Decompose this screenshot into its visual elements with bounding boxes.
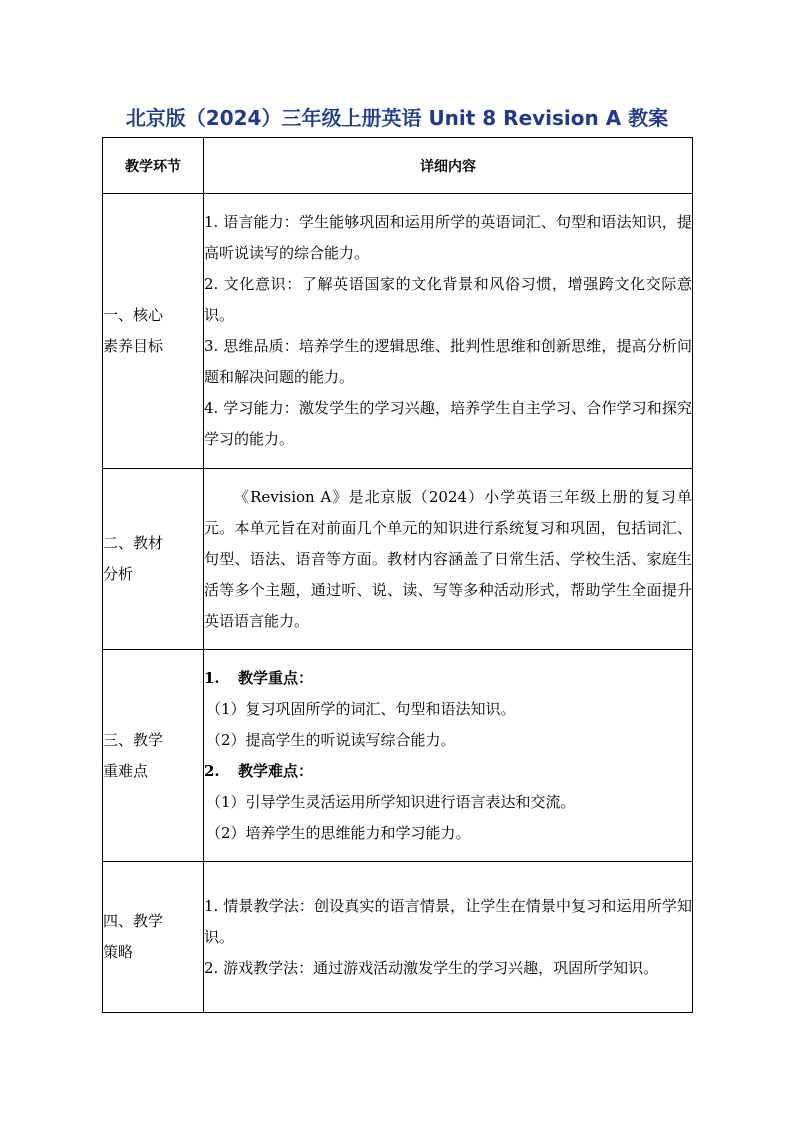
section-content-key-difficult-points [204,650,693,862]
section-label-key-difficult-points [103,650,204,862]
section-label-line: 策略 [103,943,134,961]
table-row-teaching-strategies [103,862,693,1013]
goal-cultural-awareness: 2. 文化意识：了解英语国家的文化背景和风俗习惯，增强跨文化交际意识。 [204,275,692,324]
header-detail-content: 详细内容 [204,138,693,194]
table-row-textbook-analysis [103,469,693,650]
section-label-teaching-strategies [103,862,204,1013]
section-content-textbook-analysis [204,469,693,650]
section-content-teaching-strategies [204,862,693,1013]
list-item: （1）引导学生灵活运用所学知识进行语言表达和交流。 [206,792,576,811]
textbook-analysis-paragraph: 《Revision A》是北京版（2024）小学英语三年级上册的复习单元。本单元旨在对前面几个单元的知识进行系统复习和巩固，包括词汇、句型、语法、语音等方面。教材内容涵盖了日常生活、学校生活、家庭生活等多个主题，通过听、说、读、写等多种活动形式，帮助学生全面提升英语语言能力。 [204,487,692,630]
section-content-core-literacy [204,194,693,469]
goal-thinking-quality: 3. 思维品质：培养学生的逻辑思维、批判性思维和创新思维，提高分析问题和解决问题的能力。 [204,337,692,386]
goal-language-ability: 1. 语言能力：学生能够巩固和运用所学的英语词汇、句型和语法知识，提高听说读写的综合能力。 [204,213,692,262]
section-label-line: 四、教学 [103,912,164,930]
table-row-core-literacy [103,194,693,469]
list-item: （2）提高学生的听说读写综合能力。 [206,730,456,749]
list-item: （2）培养学生的思维能力和学习能力。 [206,823,471,842]
lesson-plan-table [102,137,693,1013]
difficult-points-heading [204,756,692,787]
list-item: （1）复习巩固所学的词汇、句型和语法知识。 [206,699,516,718]
document-title: 北京版（2024）三年级上册英语 Unit 8 Revision A 教案 [125,106,669,130]
strategy-game-teaching: 2. 游戏教学法：通过游戏活动激发学生的学习兴趣，巩固所学知识。 [204,958,659,977]
key-points-heading [204,663,692,694]
section-label-core-literacy [103,194,204,469]
header-teaching-stage: 教学环节 [103,138,204,194]
heading-text: 教学难点： [238,761,314,780]
heading-number: 2. [204,761,220,780]
table-header-row [103,138,693,194]
table-row-key-difficult-points [103,650,693,862]
goal-learning-ability: 4. 学习能力：激发学生的学习兴趣，培养学生自主学习、合作学习和探究学习的能力。 [204,399,692,448]
section-label-line: 二、教材 [103,534,164,552]
heading-text: 教学重点： [238,668,314,687]
section-label-line: 重难点 [103,761,149,780]
section-label-line: 分析 [103,565,134,583]
heading-number: 1. [204,668,220,687]
section-label-line: 三、教学 [103,730,164,749]
section-label-line: 素养目标 [103,337,164,355]
section-label-textbook-analysis [103,469,204,650]
strategy-situational-teaching: 1. 情景教学法：创设真实的语言情景，让学生在情景中复习和运用所学知识。 [204,896,692,946]
section-label-line: 一、核心 [103,306,164,324]
